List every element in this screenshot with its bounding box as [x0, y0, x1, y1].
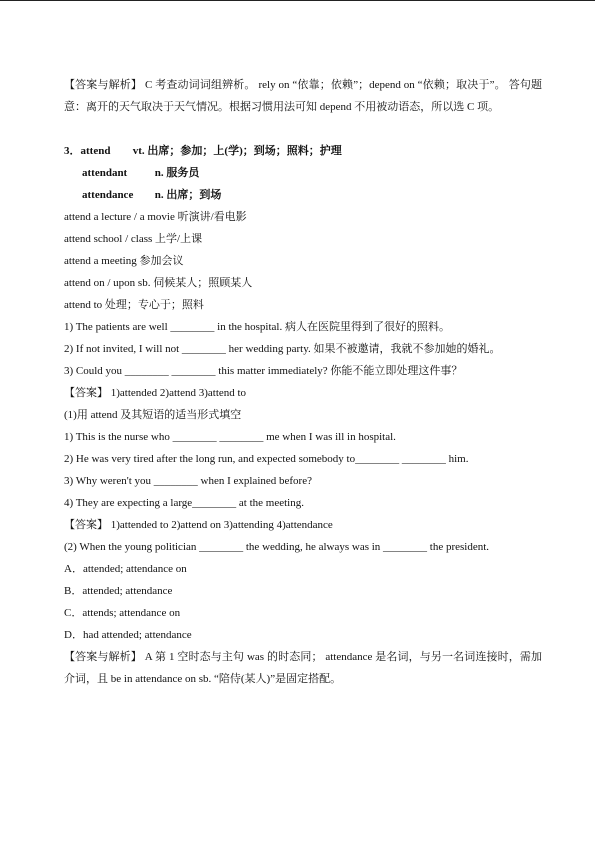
option-d: D．had attended; attendance — [64, 629, 192, 641]
exercise-question: (2) When the young politician ________ the wedding, he always was in ________ the president. — [64, 541, 490, 553]
option-b: B．attended; attendance — [64, 585, 173, 597]
answer-line: 【答案】 1)attended to 2)attend on 3)attending 4)attendance — [64, 519, 333, 531]
phrase-line: attend to 处理；专心于；照料 — [64, 299, 204, 311]
section-gap — [64, 118, 542, 140]
vocab-entry-attendance — [64, 184, 542, 206]
exercise-item: 3) Why weren't you ________ when I explained before? — [64, 475, 312, 487]
answer-line: 【答案】 1)attended 2)attend 3)attend to — [64, 387, 247, 399]
exercise-item: 1) This is the nurse who ________ ________ me when I was ill in hospital. — [64, 431, 396, 443]
example-sentence: 3) Could you ________ ________ this matter immediately? 你能不能立即处理这件事？ — [64, 365, 463, 377]
example-sentence: 2) If not invited, I will not ________ her wedding party. 如果不被邀请，我就不参加她的婚礼。 — [64, 343, 501, 355]
vocab-entry-attend — [64, 140, 542, 162]
phrase-line: attend a lecture / a movie 听演讲/看电影 — [64, 211, 247, 223]
analysis-paragraph: 【答案与解析】 C 考查动词词组辨析。 rely on “依靠；依赖”；depend on “依赖；取决于”。 答句题意：离开的天气取决于天气情况。根据习惯用法可知 depend 不用被动语态，所以选 C 项。 — [64, 79, 542, 113]
option-c: C．attends; attendance on — [64, 607, 181, 619]
analysis-paragraph: 【答案与解析】 A 第 1 空时态与主句 was 的时态同； attendance 是名词，与另一名词连接时，需加介词，且 be in attendance on sb. “陪侍(某人)”是固定搭配。 — [64, 651, 542, 685]
phrase-line: attend a meeting 参加会议 — [64, 255, 184, 267]
vocab-meaning: vt. 出席；参加；上(学)；到场；照料；护理 — [132, 145, 342, 157]
vocab-word: attendant — [82, 167, 128, 179]
exercise-item: 2) He was very tired after the long run, and expected somebody to________ ________ him. — [64, 453, 469, 465]
header-rule — [0, 0, 595, 1]
vocab-meaning: n. 出席；到场 — [154, 189, 222, 201]
vocab-entry-attendant — [64, 162, 542, 184]
example-sentence: 1) The patients are well ________ in the hospital. 病人在医院里得到了很好的照料。 — [64, 321, 450, 333]
phrase-line: attend on / upon sb. 伺候某人；照顾某人 — [64, 277, 253, 289]
phrase-line: attend school / class 上学/上课 — [64, 233, 203, 245]
vocab-meaning: n. 服务员 — [154, 167, 200, 179]
exercise-item: 4) They are expecting a large________ at the meeting. — [64, 497, 304, 509]
option-a: A．attended; attendance on — [64, 563, 187, 575]
vocab-word: 3．attend — [64, 145, 111, 157]
vocab-word: attendance — [82, 189, 134, 201]
document-body — [64, 74, 542, 690]
exercise-title: (1)用 attend 及其短语的适当形式填空 — [64, 409, 242, 421]
